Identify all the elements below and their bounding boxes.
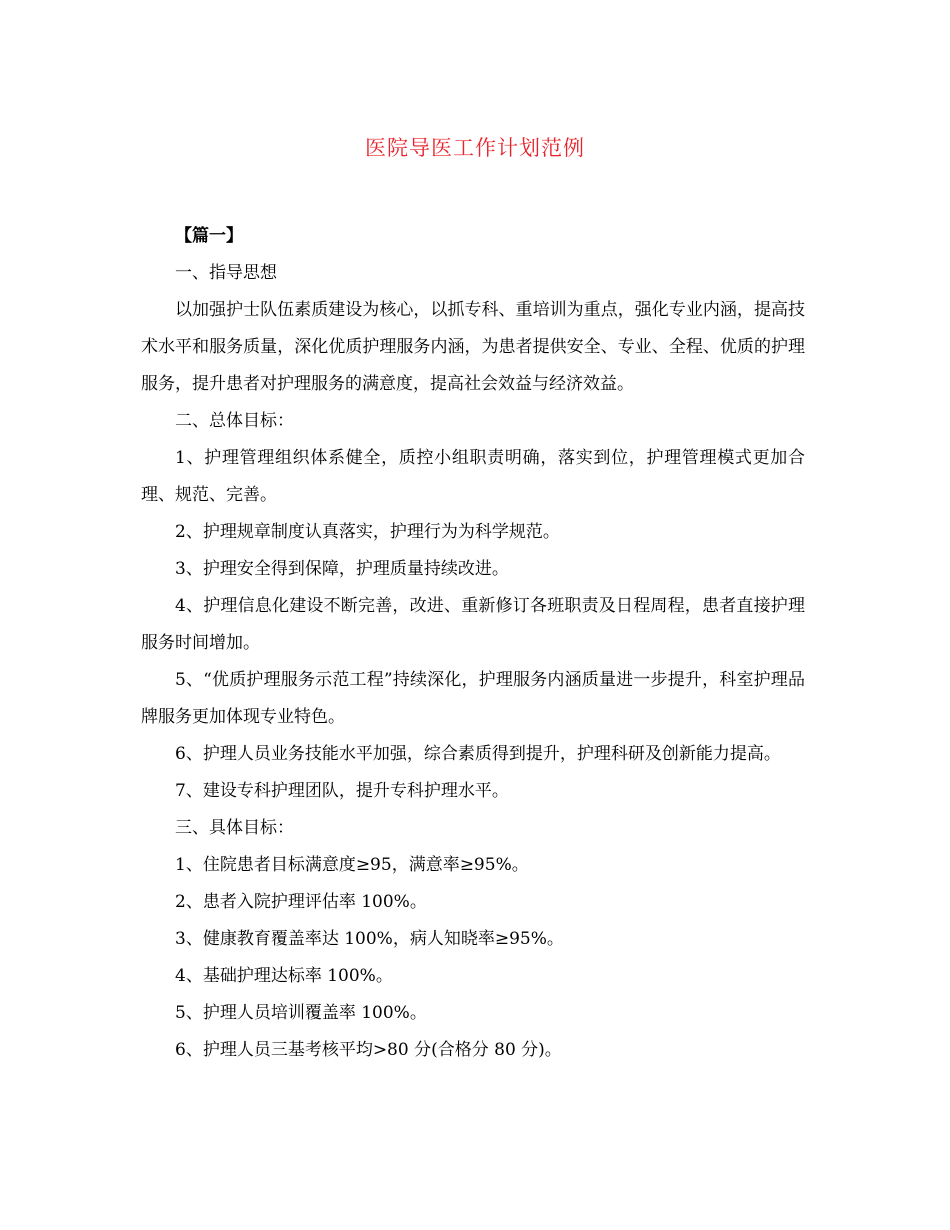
overall-goal-item: 3、护理安全得到保障，护理质量持续改进。 — [175, 559, 509, 579]
document-title: 医院导医工作计划范例 — [365, 136, 585, 160]
document-body — [141, 218, 805, 1069]
specific-goal-item: 4、基础护理达标率 100%。 — [175, 966, 393, 986]
specific-goal-item: 5、护理人员培训覆盖率 100%。 — [175, 1003, 427, 1023]
overall-goal-item: 4、护理信息化建设不断完善，改进、重新修订各班职责及日程周程，患者直接护理服务时间增加。 — [141, 596, 805, 653]
overall-goal-item: 2、护理规章制度认真落实，护理行为为科学规范。 — [175, 522, 560, 542]
heading-guiding-ideology: 一、指导思想 — [175, 263, 277, 283]
heading-overall-goals: 二、总体目标： — [175, 411, 294, 431]
section-tag: 【篇一】 — [175, 226, 243, 246]
overall-goal-item: 1、护理管理组织体系健全，质控小组职责明确，落实到位，护理管理模式更加合理、规范、完善。 — [141, 448, 805, 505]
specific-goal-item: 6、护理人员三基考核平均>80 分(合格分 80 分)。 — [175, 1040, 562, 1060]
specific-goal-item: 2、患者入院护理评估率 100%。 — [175, 892, 427, 912]
overall-goal-item: 7、建设专科护理团队，提升专科护理水平。 — [175, 781, 509, 801]
overall-goal-item: 6、护理人员业务技能水平加强，综合素质得到提升，护理科研及创新能力提高。 — [175, 744, 781, 764]
paragraph-guiding-ideology: 以加强护士队伍素质建设为核心，以抓专科、重培训为重点，强化专业内涵，提高技术水平和服务质量，深化优质护理服务内涵，为患者提供安全、专业、全程、优质的护理服务，提升患者对护理服务的满意度，提高社会效益与经济效益。 — [141, 300, 805, 394]
overall-goal-item: 5、“优质护理服务示范工程”持续深化，护理服务内涵质量进一步提升，科室护理品牌服务更加体现专业特色。 — [141, 670, 805, 727]
specific-goal-item: 1、住院患者目标满意度≥95，满意率≥95%。 — [175, 855, 529, 875]
specific-goal-item: 3、健康教育覆盖率达 100%，病人知晓率≥95%。 — [175, 929, 564, 949]
heading-specific-goals: 三、具体目标： — [175, 818, 294, 838]
